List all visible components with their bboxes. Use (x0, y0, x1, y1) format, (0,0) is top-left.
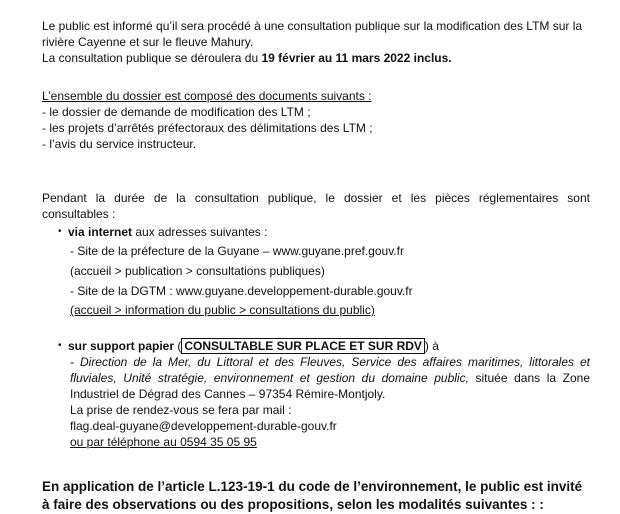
paper-onsite-badge: CONSULTABLE SUR PLACE ET SUR RDV (181, 338, 425, 354)
intro-line-1: Le public est informé qu’il sera procédé à une consultation publique sur la modification des LTM sur la (42, 19, 583, 33)
dossier-item: - le dossier de demande de modification des LTM ; (42, 105, 311, 119)
intro-line-2: rivière Cayenne et sur le fleuve Mahury. (42, 35, 254, 49)
direction-location: située dans la Zone (468, 371, 590, 385)
direction-line-3: Industriel de Dégrad des Cannes – 97354 Rémire-Montjoly. (70, 387, 386, 401)
rdv-email: flag.deal-guyane@developpement-durable-gouv.fr (70, 419, 337, 433)
dossier-item: - les projets d’arrêtés préfectoraux des délimitations des LTM ; (42, 121, 373, 135)
site-prefecture-path: (accueil > publication > consultations publiques) (70, 264, 325, 278)
consultation-dates: 19 février au 11 mars 2022 inclus. (261, 51, 452, 65)
bullet-icon: • (58, 226, 62, 237)
internet-rest: aux adresses suivantes : (132, 225, 268, 239)
footer-line-1: En application de l’article L.123-19-1 du code de l’environnement, le public est invité (42, 479, 583, 494)
consult-intro-line-1: Pendant la durée de la consultation publique, le dossier et les pièces réglementaires sont (42, 191, 590, 205)
dossier-item: - l’avis du service instructeur. (42, 137, 197, 151)
internet-bullet (42, 224, 590, 240)
paper-paren-close: ) à (424, 339, 439, 353)
dossier-heading: L’ensemble du dossier est composé des documents suivants : (42, 89, 372, 103)
document-body (42, 18, 590, 514)
paper-paren-open: ( (174, 339, 182, 353)
consult-intro-line-2: consultables : (42, 207, 116, 221)
paper-bullet (42, 338, 590, 354)
internet-label: via internet (68, 225, 133, 239)
intro-line-3 (42, 50, 590, 66)
dates-prefix: La consultation publique se déroulera du (42, 51, 262, 65)
direction-line-1: - Direction de la Mer, du Littoral et des Fleuves, Service des affaires maritimes, littorales et (70, 355, 590, 369)
footer-line-2: à faire des observations ou des propositions, selon les modalités suivantes : : (42, 497, 544, 512)
paper-label: sur support papier (68, 339, 175, 353)
site-prefecture: - Site de la préfecture de la Guyane – www.guyane.pref.gouv.fr (70, 244, 404, 258)
direction-service: fluviales, Unité stratégie, environnement et gestion du domaine public, (70, 371, 469, 385)
rdv-phone: ou par téléphone au 0594 35 05 95 (70, 435, 257, 449)
rdv-line: La prise de rendez-vous se fera par mail : (70, 403, 292, 417)
direction-line-2 (42, 370, 590, 386)
site-dgtm-path: (accueil > information du public > consultations du public) (70, 303, 375, 317)
site-dgtm: - Site de la DGTM : www.guyane.developpement-durable.gouv.fr (70, 284, 413, 298)
bullet-icon: • (58, 340, 62, 351)
